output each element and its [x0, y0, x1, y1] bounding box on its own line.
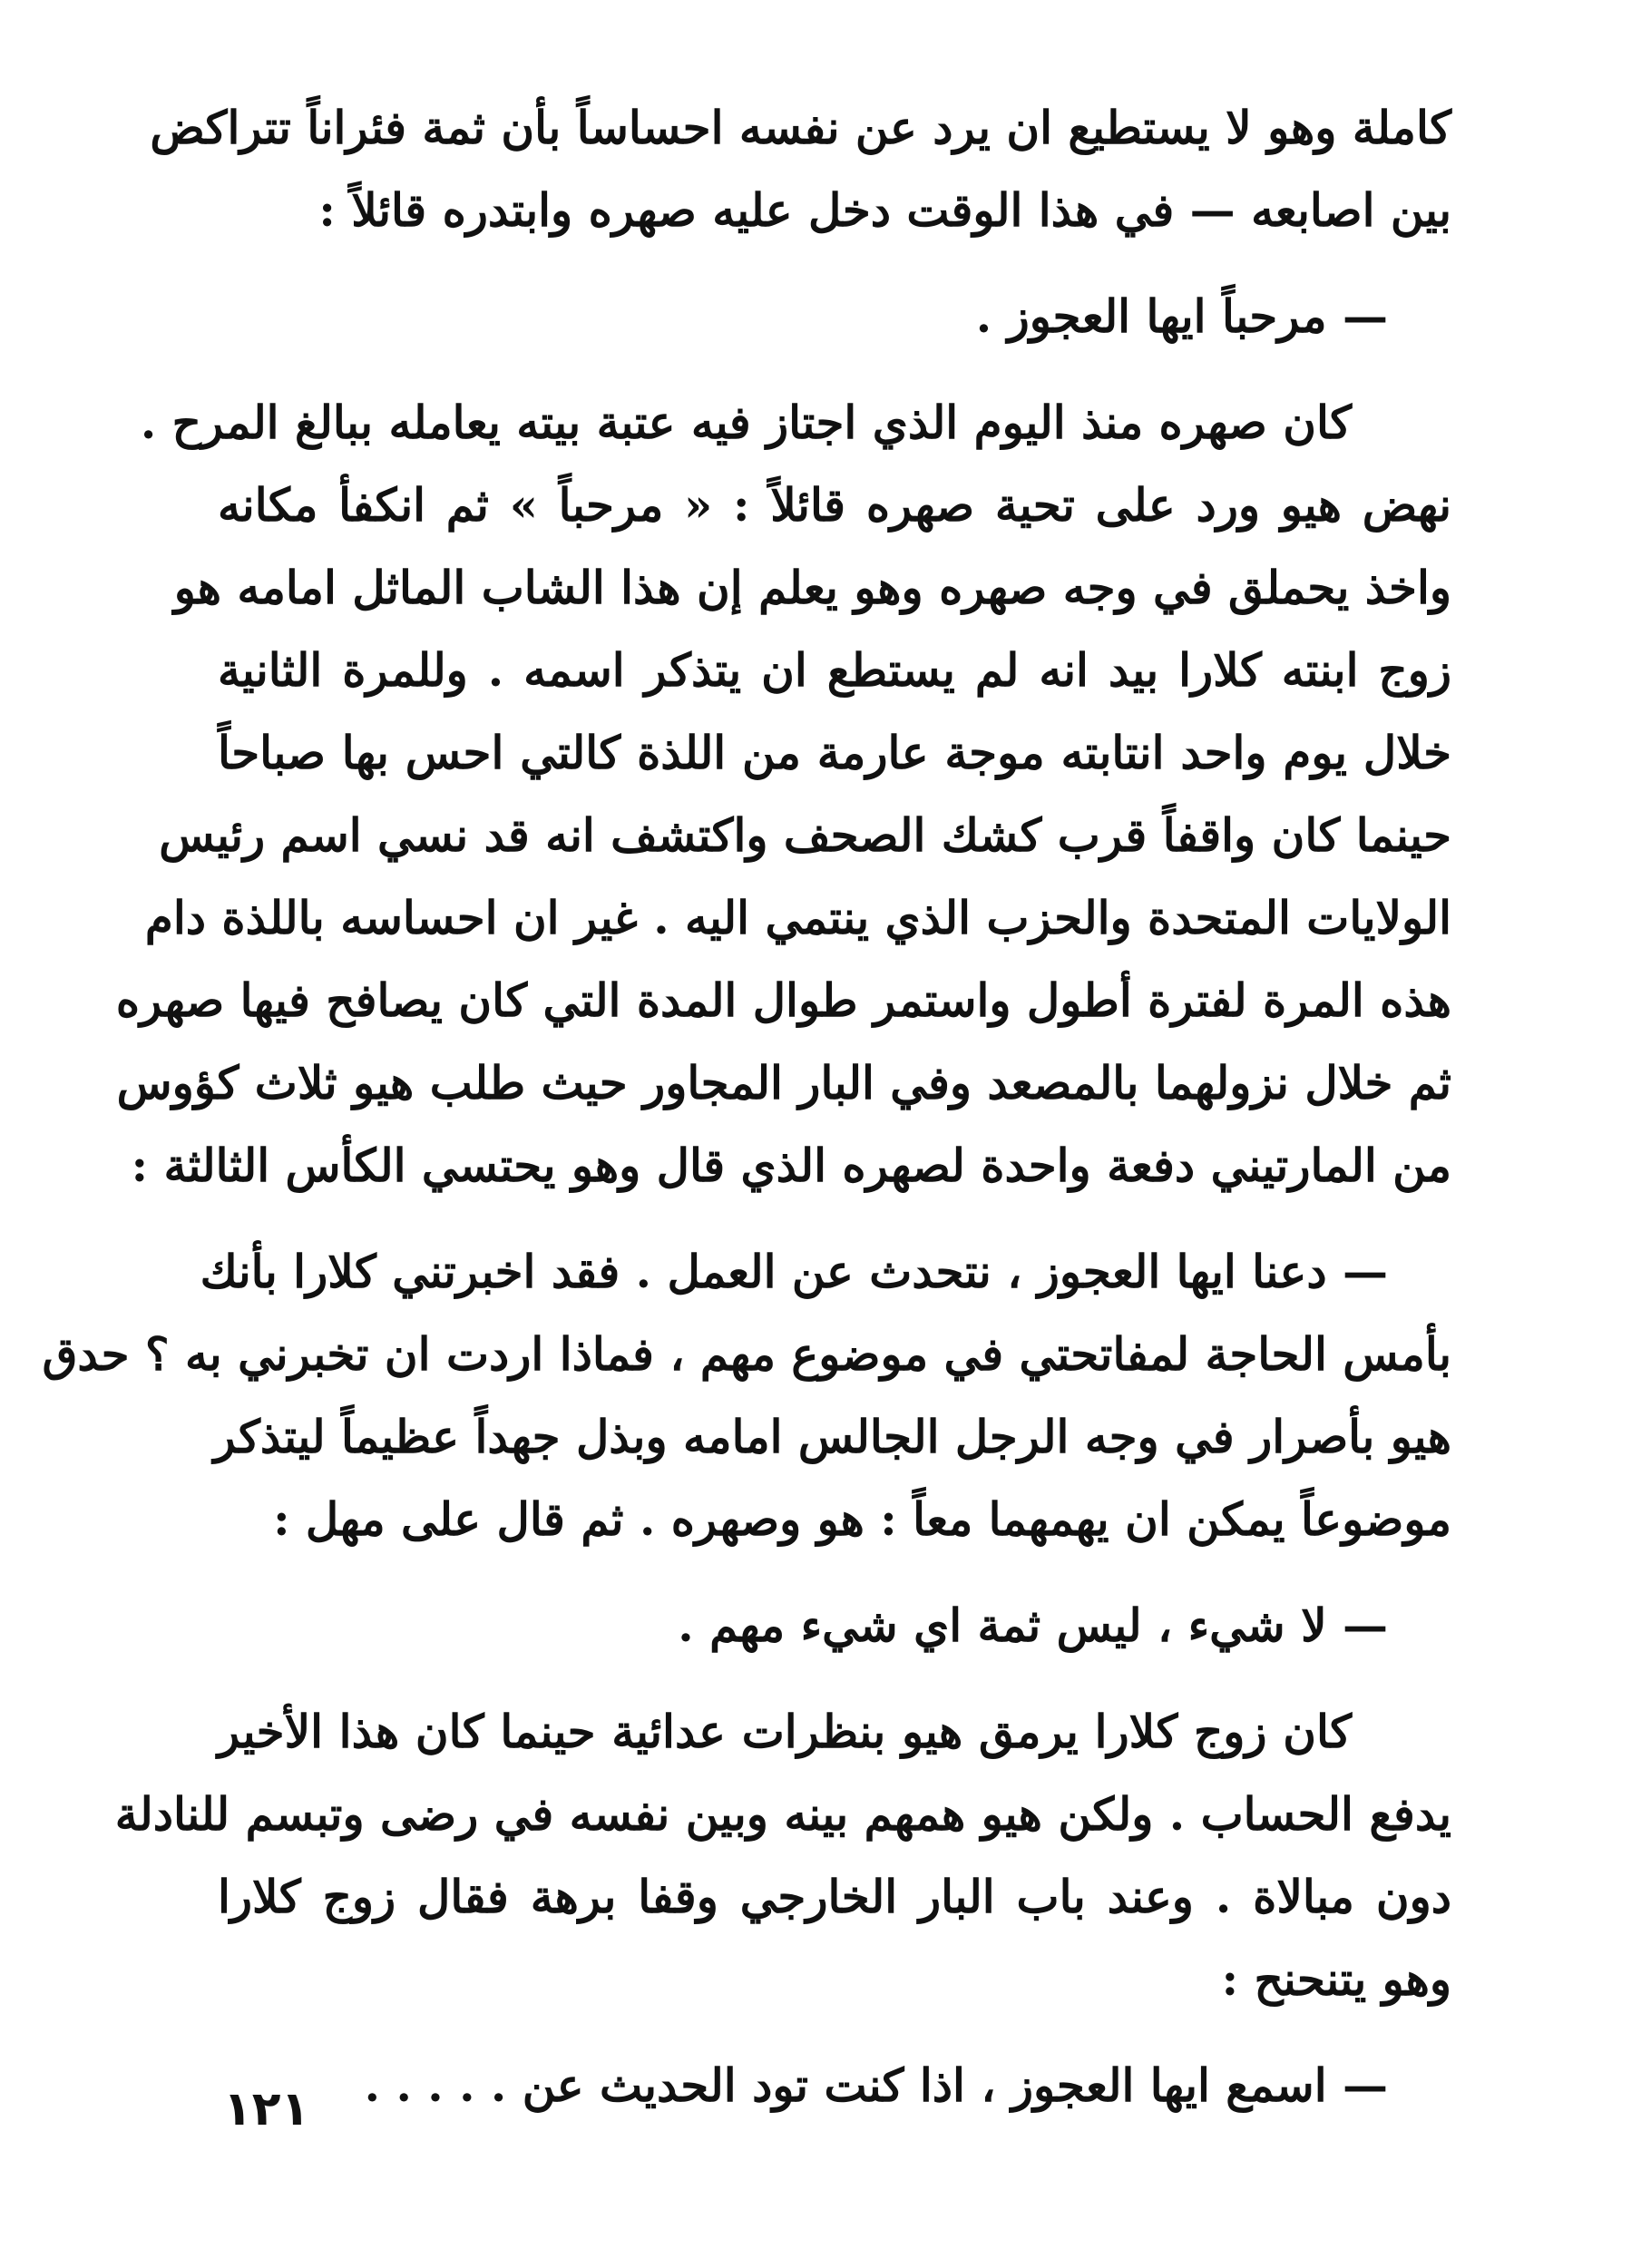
text-line: كاملة وهو لا يستطيع ان يرد عن نفسه احساساً بأن ثمة فئراناً تتراكض [150, 101, 1451, 154]
text-line: وهو يتنحنح : [1221, 1952, 1451, 2006]
text-line: ثم خلال نزولهما بالمصعد وفي البار المجاور حيث طلب هيو ثلاث كؤوس [116, 1056, 1451, 1110]
dialogue-line: — مرحباً ايها العجوز . [975, 289, 1388, 343]
page-number: ١٢١ [223, 2082, 310, 2136]
text-line: نهض هيو ورد على تحية صهره قائلاً : « مرحباً » ثم انكفأ مكانه [218, 478, 1451, 532]
text-line: موضوعاً يمكن ان يهمهما معاً : هو وصهره . ثم قال على مهل : [273, 1492, 1451, 1546]
text-line: بين اصابعه — في هذا الوقت دخل عليه صهره وابتدره قائلاً : [318, 183, 1451, 237]
text-line: كان صهره منذ اليوم الذي اجتاز فيه عتبة بيته يعامله ببالغ المرح . [140, 396, 1352, 449]
text-line: حينما كان واقفاً قرب كشك الصحف واكتشف انه قد نسي اسم رئيس [159, 808, 1451, 862]
text-line: بأمس الحاجة لمفاتحتي في موضوع مهم ، فماذا اردت ان تخبرني به ؟ حدق [42, 1327, 1451, 1381]
text-line: دون مبالاة . وعند باب البار الخارجي وقفا برهة فقال زوج كلارا [218, 1870, 1451, 1923]
text-line: زوج ابنته كلارا بيد انه لم يستطع ان يتذكر اسمه . وللمرة الثانية [218, 643, 1451, 697]
text-line: واخذ يحملق في وجه صهره وهو يعلم إن هذا الشاب الماثل امامه هو [173, 561, 1451, 614]
dialogue-line: — لا شيء ، ليس ثمة اي شيء مهم . [678, 1598, 1388, 1652]
text-line: هذه المرة لفترة أطول واستمر طوال المدة التي كان يصافح فيها صهره [115, 973, 1451, 1027]
text-line: من المارتيني دفعة واحدة لصهره الذي قال وهو يحتسي الكأس الثالثة : [131, 1139, 1451, 1192]
text-line: الولايات المتحدة والحزب الذي ينتمي اليه . غير ان احساسه باللذة دام [144, 891, 1451, 944]
body-text [42, 86, 1451, 2126]
text-line: هيو بأصرار في وجه الرجل الجالس امامه وبذل جهداً عظيماً ليتذكر [213, 1410, 1451, 1463]
dialogue-line: — اسمع ايها العجوز ، اذا كنت تود الحديث عن . . . . . [364, 2058, 1388, 2112]
text-line: يدفع الحساب . ولكن هيو همهم بينه وبين نفسه في رضى وتبسم للنادلة [114, 1787, 1451, 1841]
text-line: كان زوج كلارا يرمق هيو بنظرات عدائية حينما كان هذا الأخير [218, 1705, 1352, 1758]
text-line: خلال يوم واحد انتابته موجة عارمة من اللذة كالتي احس بها صباحاً [218, 726, 1451, 779]
dialogue-line: — دعنا ايها العجوز ، نتحدث عن العمل . فقد اخبرتني كلارا بأنك [200, 1245, 1388, 1298]
